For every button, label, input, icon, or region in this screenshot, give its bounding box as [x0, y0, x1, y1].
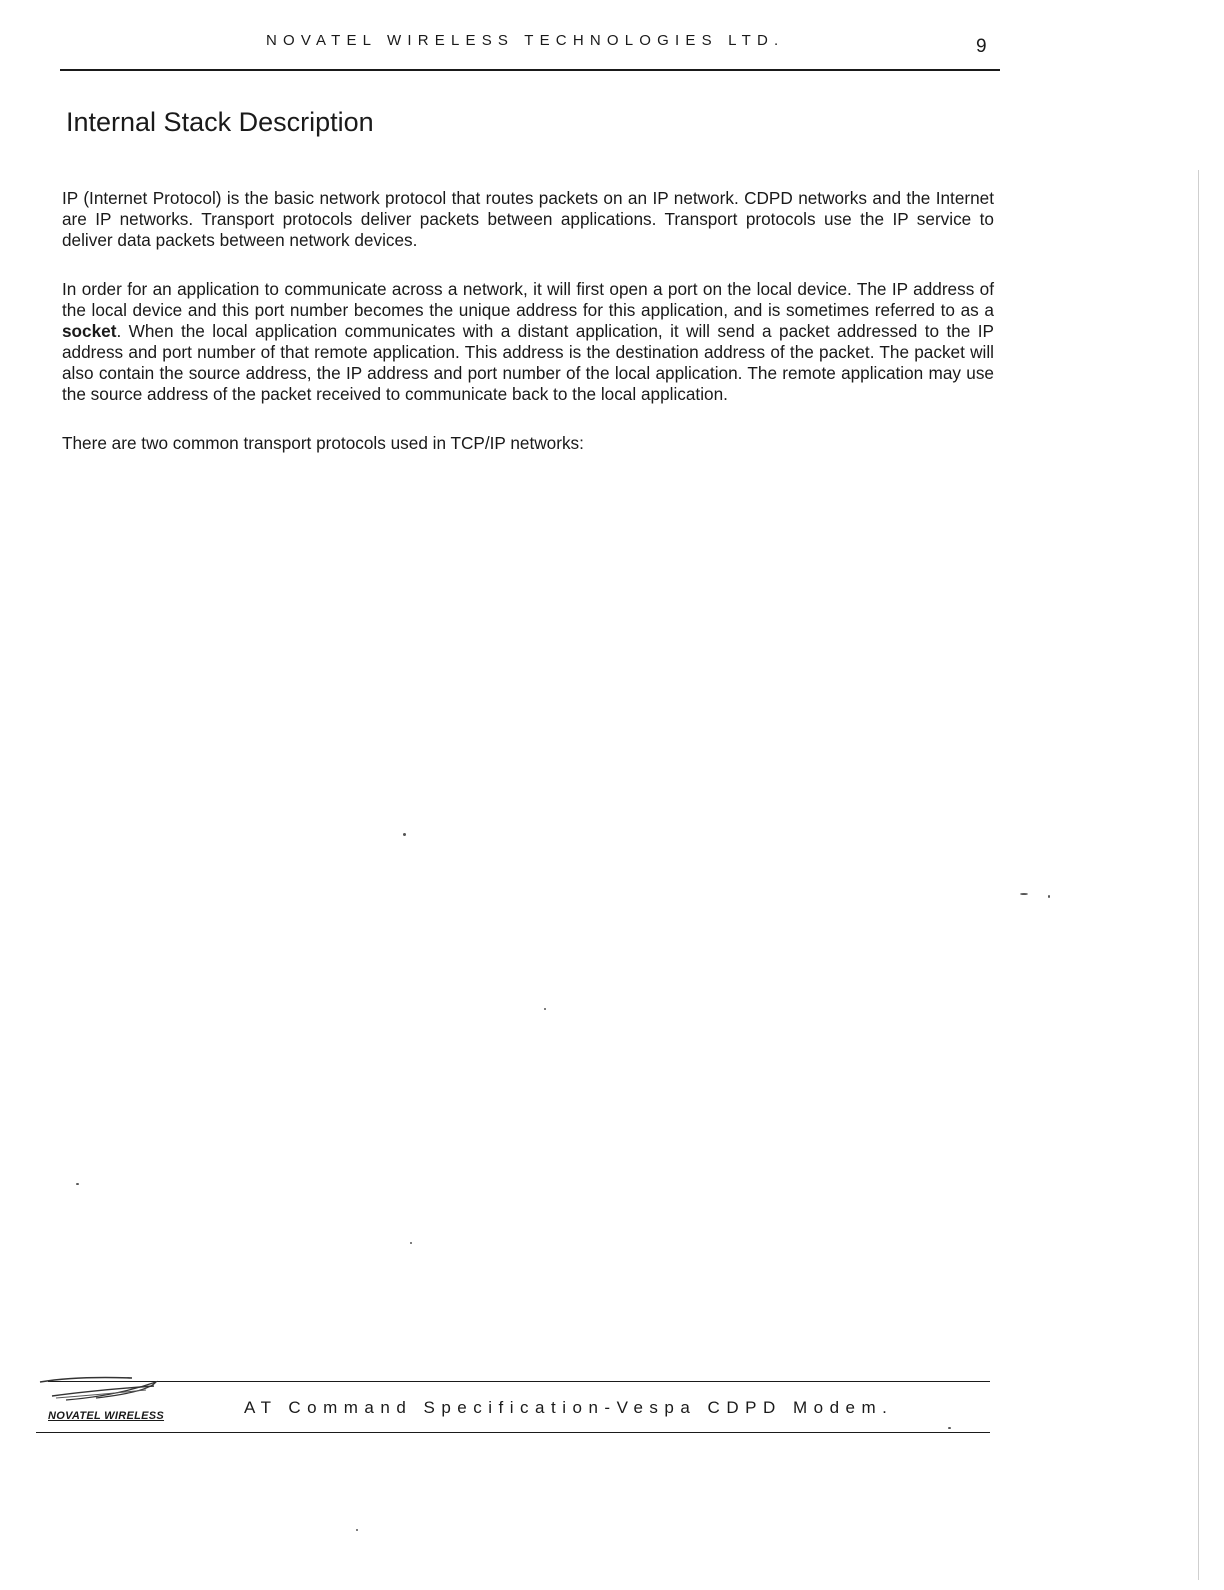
scan-speck — [544, 1008, 546, 1010]
footer-logo-text: NOVATEL WIRELESS — [48, 1410, 165, 1422]
scan-speck — [410, 1242, 412, 1244]
footer-document-title: AT Command Specification-Vespa CDPD Modem. — [244, 1398, 894, 1417]
header-company-name: NOVATEL WIRELESS TECHNOLOGIES LTD. — [266, 32, 785, 49]
paragraph-transport-protocols: There are two common transport protocols used in TCP/IP networks: — [62, 433, 584, 453]
footer-divider-bottom — [36, 1432, 990, 1433]
scan-speck — [1020, 893, 1028, 895]
scan-edge-shadow — [1198, 170, 1199, 1580]
section-heading: Internal Stack Description — [66, 107, 374, 137]
paragraph-socket — [62, 279, 994, 405]
paragraph-ip-protocol: IP (Internet Protocol) is the basic network protocol that routes packets on an IP network. CDPD networks and the Internet are IP networks. Transport protocols deliver packets between applications. Transport protocols use the IP service to deliver data packets between network devices. — [62, 188, 994, 250]
scan-speck — [948, 1427, 951, 1429]
header-divider — [60, 69, 1000, 71]
paragraph-socket-text-before: In order for an application to communicate across a network, it will first open a port on the local device. The IP address of the local device and this port number becomes the unique address for this application, and is sometimes referred to as a — [62, 279, 994, 320]
page-number: 9 — [976, 36, 987, 57]
scan-speck — [1048, 895, 1050, 898]
socket-term: socket — [62, 321, 117, 341]
footer-divider-top — [48, 1381, 990, 1382]
scan-speck — [76, 1183, 79, 1185]
paragraph-socket-text-after: . When the local application communicates with a distant application, it will send a packet addressed to the IP address and port number of that remote application. This address is the destination address of the packet. The packet will also contain the source address, the IP address and port number of the local application. The remote application may use the source address of the packet received to communicate back to the local application. — [62, 321, 994, 404]
scan-speck — [403, 833, 406, 836]
scan-speck — [356, 1529, 358, 1531]
